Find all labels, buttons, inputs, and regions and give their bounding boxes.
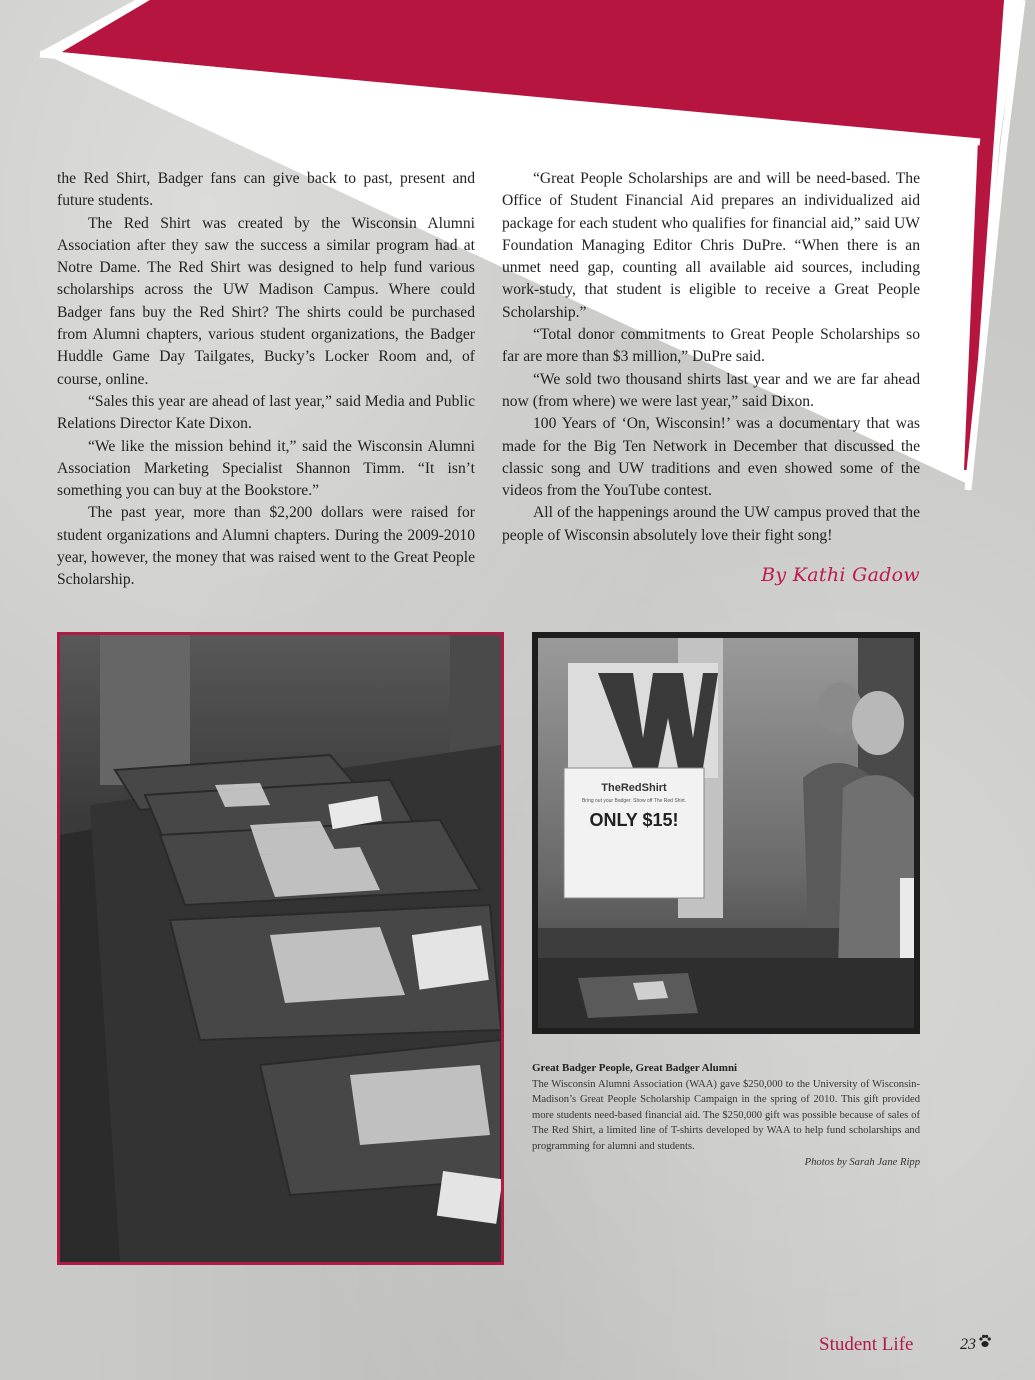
article-paragraph: 100 Years of ‘On, Wisconsin!’ was a documentary that was made for the Big Ten Network in December that discussed the classic song and UW traditions and even showed some of the videos from the YouTube contest. bbox=[502, 415, 920, 500]
paw-icon bbox=[979, 1334, 991, 1348]
article-paragraph: “We like the mission behind it,” said the Wisconsin Alumni Association Marketing Specialist Shannon Timm. “It isn’t something you can buy at the Bookstore.” bbox=[57, 437, 475, 500]
caption-title: Great Badger People, Great Badger Alumni bbox=[532, 1062, 738, 1074]
sign-price: ONLY $15! bbox=[589, 810, 679, 830]
article-paragraph: the Red Shirt, Badger fans can give back to past, present and future students. bbox=[57, 170, 475, 210]
article-paragraph: All of the happenings around the UW campus proved that the people of Wisconsin absolutely love their fight song! bbox=[502, 504, 920, 544]
article-paragraph: The past year, more than $2,200 dollars were raised for student organizations and Alumni chapters. During the 2009-2010 year, however, the money that was raised went to the Great People Scholarship. bbox=[57, 504, 475, 589]
article-paragraph: “We sold two thousand shirts last year and we are far ahead now (from where) we were last year,” said Dixon. bbox=[502, 370, 920, 410]
article-column-left bbox=[57, 168, 475, 592]
byline: By Kathi Gadow bbox=[761, 564, 920, 586]
section-label: Student Life bbox=[819, 1334, 914, 1355]
article-paragraph: The Red Shirt was created by the Wisconsin Alumni Association after they saw the success a similar program had at Notre Dame. The Red Shirt was designed to help fund various scholarships across the UW Madison Campus. Where could Badger fans buy the Red Shirt? The shirts could be purchased from Alumni chapters, various student organizations, the Badger Huddle Game Day Tailgates, Bucky’s Locker Room and, of course, online. bbox=[57, 214, 475, 388]
sign-tagline: Bring out your Badger. Show off The Red Shirt. bbox=[581, 798, 687, 804]
photo-credit: Photos by Sarah Jane Ripp bbox=[804, 1156, 920, 1168]
photo-tshirt-table bbox=[57, 632, 504, 1265]
page-number: 23 bbox=[960, 1336, 976, 1353]
article-paragraph: “Great People Scholarships are and will be need-based. The Office of Student Financial Aid prepares an individualized aid package for each student who qualifies for financial aid,” said UW Foundation Managing Editor Chris DuPre. “When there is an unmet need gap, counting all available aid sources, including work-study, that student is eligible to receive a Great People Scholarship.” bbox=[502, 170, 920, 321]
photo-caption bbox=[532, 1061, 920, 1170]
article-column-right bbox=[502, 168, 920, 547]
photo-redshirt-booth bbox=[532, 632, 920, 1034]
sign-brand: TheRedShirt bbox=[601, 782, 667, 794]
article-paragraph: “Sales this year are ahead of last year,” said Media and Public Relations Director Kate Dixon. bbox=[57, 392, 475, 433]
article-paragraph: “Total donor commitments to Great People Scholarships so far are more than $3 million,” DuPre said. bbox=[502, 326, 920, 366]
caption-body: The Wisconsin Alumni Association (WAA) gave $250,000 to the University of Wisconsin-Madison’s Great People Scholarship Campaign in the spring of 2010. This gift provided more students need-based financial aid. The $250,000 gift was possible because of sales of The Red Shirt, a limited line of T-shirts developed by WAA to help fund scholarships and programming for alumni and students. bbox=[532, 1078, 920, 1152]
